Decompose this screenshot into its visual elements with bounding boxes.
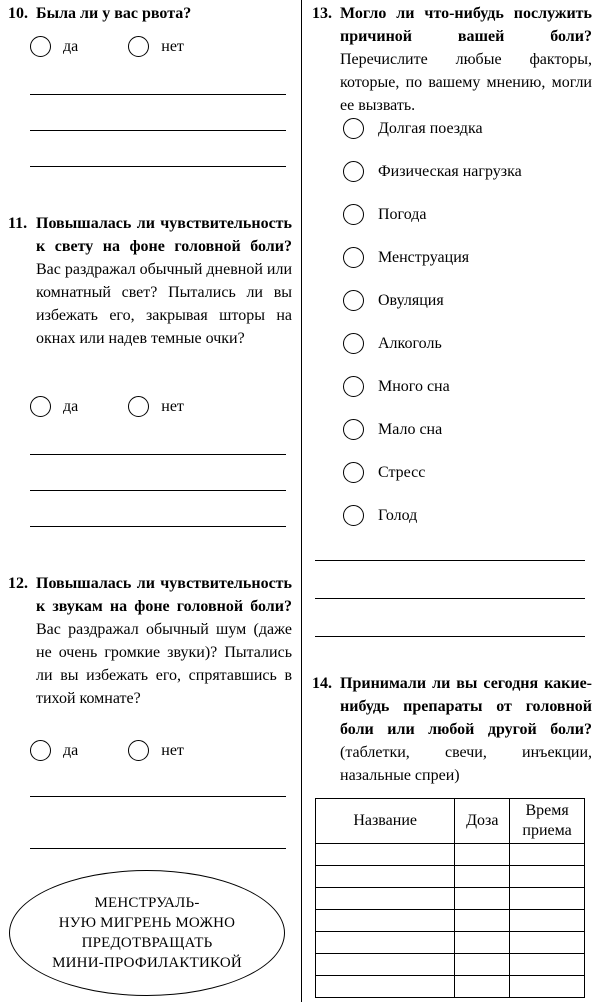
table-row: [316, 976, 585, 998]
question-11-number: 11.: [8, 215, 28, 232]
table-cell-dose[interactable]: [455, 844, 510, 866]
table-row: [316, 844, 585, 866]
factor-label: Долгая поездка: [378, 119, 483, 137]
table-cell-name[interactable]: [316, 932, 455, 954]
question-13-body: Перечислите любые факторы, которые, по вашему мнению, могли ее вызвать.: [340, 51, 592, 114]
question-12-body: Вас раздражал обычный шум (даже не очень громкие звуки)? Пытались ли вы избежать его, спрятавшись в тихой комнате?: [36, 621, 292, 707]
q12-answer-line[interactable]: [30, 848, 286, 849]
factor-label: Погода: [378, 205, 427, 223]
table-cell-dose[interactable]: [455, 954, 510, 976]
q10-options: [30, 36, 184, 57]
factor-radio-much-sleep[interactable]: [343, 376, 364, 397]
question-13-number: 13.: [312, 5, 332, 22]
factor-label: Голод: [378, 506, 418, 524]
q11-yes-radio[interactable]: [30, 396, 51, 417]
factor-radio-menstruation[interactable]: [343, 247, 364, 268]
factor-radio-physical-load[interactable]: [343, 161, 364, 182]
question-14-body: (таблетки, свечи, инъекции, назальные спреи): [340, 744, 592, 784]
q10-answer-line[interactable]: [30, 130, 286, 131]
table-cell-time[interactable]: [510, 932, 585, 954]
column-header-dose: Доза: [455, 799, 510, 844]
question-13: [312, 2, 592, 117]
question-14-number: 14.: [312, 675, 332, 692]
table-row: [316, 910, 585, 932]
table-cell-dose[interactable]: [455, 888, 510, 910]
q11-yes-label: да: [63, 397, 79, 415]
table-row: [316, 866, 585, 888]
question-14-title: Принимали ли вы сегодня какие-нибудь препараты от головной боли или любой другой боли?: [340, 675, 592, 738]
question-12-number: 12.: [8, 575, 28, 592]
question-10-title: Была ли у вас рвота?: [36, 5, 192, 22]
q11-answer-line[interactable]: [30, 490, 286, 491]
question-10: [8, 2, 292, 25]
factor-item-physical-load: [343, 161, 522, 182]
note-line: МЕНСТРУАЛЬ-: [94, 895, 200, 911]
factor-item-alcohol: [343, 333, 442, 354]
table-cell-time[interactable]: [510, 866, 585, 888]
note-line: ПРЕДОТВРАЩАТЬ: [81, 935, 213, 951]
note-oval-text: [52, 893, 242, 973]
q10-no-label: нет: [161, 37, 184, 55]
factor-label: Много сна: [378, 377, 450, 395]
table-row: [316, 888, 585, 910]
factor-item-hunger: [343, 505, 417, 526]
medication-table-header-row: [316, 799, 585, 844]
table-cell-name[interactable]: [316, 888, 455, 910]
q12-answer-line[interactable]: [30, 796, 286, 797]
factor-radio-little-sleep[interactable]: [343, 419, 364, 440]
table-cell-time[interactable]: [510, 888, 585, 910]
question-13-title: Могло ли что-нибудь послужить причиной вашей боли?: [340, 5, 592, 45]
question-11-text: [36, 212, 292, 350]
factor-radio-weather[interactable]: [343, 204, 364, 225]
factor-radio-alcohol[interactable]: [343, 333, 364, 354]
q12-options: [30, 740, 184, 761]
q11-no-radio[interactable]: [128, 396, 149, 417]
q12-yes-label: да: [63, 741, 79, 759]
table-cell-dose[interactable]: [455, 976, 510, 998]
factor-item-menstruation: [343, 247, 469, 268]
factor-item-little-sleep: [343, 419, 442, 440]
table-cell-name[interactable]: [316, 844, 455, 866]
question-14-text: [340, 672, 592, 787]
factor-label: Мало сна: [378, 420, 443, 438]
table-cell-time[interactable]: [510, 954, 585, 976]
q10-yes-radio[interactable]: [30, 36, 51, 57]
factor-radio-hunger[interactable]: [343, 505, 364, 526]
table-row: [316, 932, 585, 954]
q11-options: [30, 396, 184, 417]
table-cell-dose[interactable]: [455, 910, 510, 932]
medication-table: [315, 798, 585, 998]
factor-label: Стресс: [378, 463, 426, 481]
q11-no-label: нет: [161, 397, 184, 415]
q13-answer-line[interactable]: [315, 636, 585, 637]
question-12-title: Повышалась ли чувствительность к звукам на фоне головной боли?: [36, 575, 292, 615]
q10-no-radio[interactable]: [128, 36, 149, 57]
question-13-text: [340, 2, 592, 117]
question-11-title: Повышалась ли чувствительность к свету на фоне головной боли?: [36, 215, 292, 255]
factor-radio-stress[interactable]: [343, 462, 364, 483]
question-11: [8, 212, 292, 350]
factor-label: Алкоголь: [378, 334, 442, 352]
q13-answer-line[interactable]: [315, 598, 585, 599]
table-cell-dose[interactable]: [455, 932, 510, 954]
column-header-name: Название: [316, 799, 455, 844]
note-line: НУЮ МИГРЕНЬ МОЖНО: [58, 915, 236, 931]
question-11-body: Вас раздражал обычный дневной или комнатный свет? Пытались ли вы избежать его, закрывая шторы на окнах или надев темные очки?: [36, 261, 292, 347]
table-row: [316, 954, 585, 976]
q11-answer-line[interactable]: [30, 454, 286, 455]
q13-answer-line[interactable]: [315, 560, 585, 561]
q10-answer-line[interactable]: [30, 94, 286, 95]
factor-item-weather: [343, 204, 427, 225]
table-cell-name[interactable]: [316, 910, 455, 932]
factor-label: Физическая нагрузка: [378, 162, 522, 180]
table-cell-time[interactable]: [510, 910, 585, 932]
factor-label: Менструация: [378, 248, 470, 266]
q12-no-radio[interactable]: [128, 740, 149, 761]
table-cell-name[interactable]: [316, 866, 455, 888]
factor-item-much-sleep: [343, 376, 450, 397]
q10-yes-label: да: [63, 37, 79, 55]
q11-answer-line[interactable]: [30, 526, 286, 527]
q10-answer-line[interactable]: [30, 166, 286, 167]
table-cell-name[interactable]: [316, 954, 455, 976]
factor-item-ovulation: [343, 290, 444, 311]
table-cell-dose[interactable]: [455, 866, 510, 888]
note-line: МИНИ-ПРОФИЛАКТИКОЙ: [52, 955, 242, 971]
factor-item-stress: [343, 462, 425, 483]
question-12: [8, 572, 292, 710]
factor-label: Овуляция: [378, 291, 444, 309]
q12-no-label: нет: [161, 741, 184, 759]
table-cell-time[interactable]: [510, 844, 585, 866]
column-divider: [301, 0, 302, 1002]
q12-yes-radio[interactable]: [30, 740, 51, 761]
factor-item-long-trip: [343, 118, 483, 139]
column-header-time: Время приема: [510, 799, 585, 844]
question-12-text: [36, 572, 292, 710]
factor-radio-ovulation[interactable]: [343, 290, 364, 311]
question-10-number: 10.: [8, 5, 28, 22]
question-14: [312, 672, 592, 787]
note-oval: [9, 870, 285, 996]
factor-radio-long-trip[interactable]: [343, 118, 364, 139]
table-cell-name[interactable]: [316, 976, 455, 998]
table-cell-time[interactable]: [510, 976, 585, 998]
